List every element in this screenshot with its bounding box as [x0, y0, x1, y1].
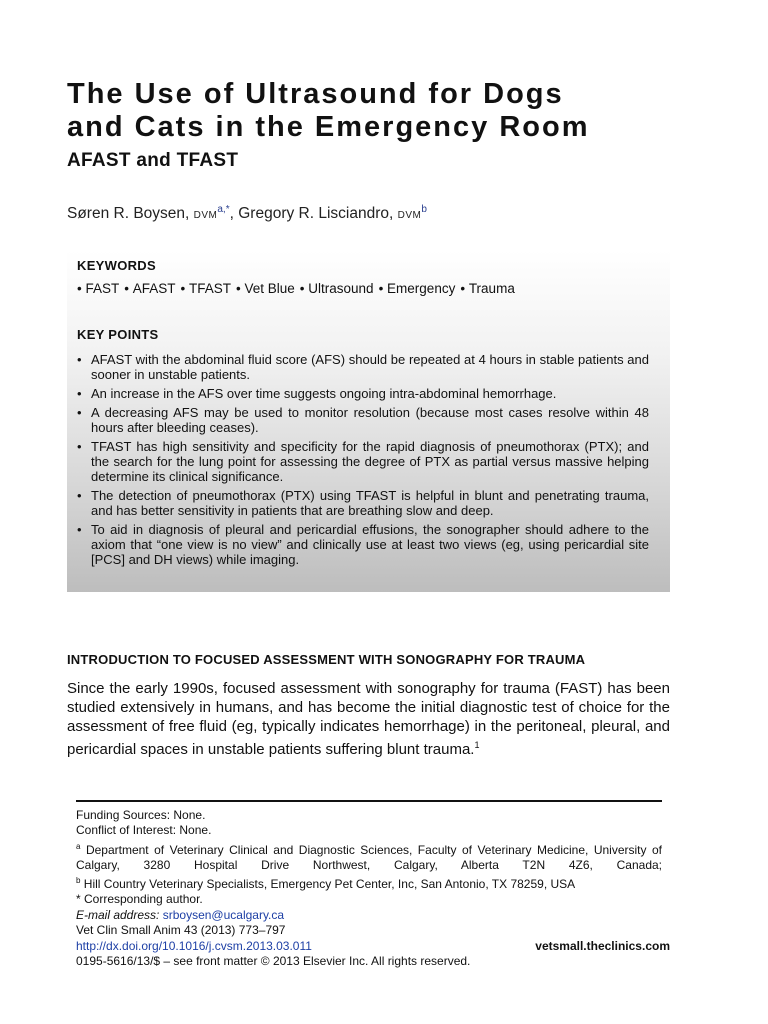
doi-link[interactable]: http://dx.doi.org/10.1016/j.cvsm.2013.03.011: [76, 938, 312, 953]
keyword-item: • Emergency: [379, 281, 456, 296]
section-heading: INTRODUCTION TO FOCUSED ASSESSMENT WITH SONOGRAPHY FOR TRAUMA: [67, 652, 586, 667]
author-2-affiliation-mark[interactable]: b: [421, 204, 427, 215]
key-point-text: TFAST has high sensitivity and specificity for the rapid diagnosis of pneumothorax (PTX); and the search for the lung point for assessing the degree of PTX as partial versus massive helping determine its clinical significance.: [91, 439, 649, 484]
email-line: [76, 908, 662, 923]
intro-paragraph: [67, 679, 670, 759]
author-1-affiliation-mark[interactable]: a,*: [217, 204, 230, 215]
key-point-item: [77, 522, 649, 567]
affiliation-a: [76, 839, 662, 874]
keyword-item: • Vet Blue: [236, 281, 295, 296]
email-link[interactable]: srboysen@ucalgary.ca: [162, 907, 285, 922]
keywords-list: [77, 281, 515, 296]
key-point-item: [77, 488, 649, 518]
keyword-item: • Ultrasound: [300, 281, 374, 296]
bullet-icon: •: [77, 386, 82, 401]
key-point-item: [77, 352, 649, 382]
author-line: Søren R. Boysen, $DVM^{a,*}$, Gregory R. Lisciandro, DVM$^b$: [67, 204, 427, 223]
journal-site[interactable]: vetsmall.theclinics.com: [535, 938, 670, 953]
title-line-2: and Cats in the Emergency Room: [67, 111, 590, 143]
key-point-item: [77, 405, 649, 435]
reference-mark[interactable]: 1: [474, 740, 480, 750]
affiliation-b-mark: b: [76, 876, 81, 886]
affiliation-a-text: Department of Veterinary Clinical and Diagnostic Sciences, Faculty of Veterinary Medicine, University of Calgary, 3280 Hospital Drive Northwest, Calgary, Alberta T2N 4Z6, Canada;: [76, 842, 662, 872]
keywords-keypoints-box: [67, 250, 670, 592]
key-point-text: A decreasing AFS may be used to monitor resolution (because most cases resolve within 48 hours after bleeding ceases).: [91, 405, 649, 435]
bullet-icon: •: [77, 488, 82, 503]
bullet-icon: •: [77, 352, 82, 367]
key-point-text: AFAST with the abdominal fluid score (AFS) should be repeated at 4 hours in stable patients and sooner in unstable patients.: [91, 352, 649, 382]
funding-note: Funding Sources: None.: [76, 808, 206, 822]
keywords-heading: KEYWORDS: [77, 258, 156, 273]
author-1-name: Søren R. Boysen,: [67, 205, 190, 223]
journal-citation: Vet Clin Small Anim 43 (2013) 773–797: [76, 923, 286, 937]
author-2-name: Gregory R. Lisciandro,: [238, 205, 394, 223]
footnotes: [76, 808, 662, 923]
keyword-item: • FAST: [77, 281, 119, 296]
article-title: [67, 78, 707, 144]
key-point-item: [77, 439, 649, 484]
email-label: E-mail address:: [76, 907, 160, 922]
corresponding-note: * Corresponding author.: [76, 892, 203, 907]
conflict-note: Conflict of Interest: None.: [76, 823, 212, 838]
key-points-list: [77, 352, 649, 571]
key-point-item: [77, 386, 649, 401]
title-line-1: The Use of Ultrasound for Dogs: [67, 78, 564, 110]
citation-block: [76, 923, 670, 970]
keyword-item: • Trauma: [460, 281, 515, 296]
copyright-line: 0195-5616/13/$ – see front matter © 2013 Elsevier Inc. All rights reserved.: [76, 954, 471, 968]
footnote-divider: [76, 800, 662, 802]
author-2-degree: DVM: [397, 210, 422, 222]
intro-text: Since the early 1990s, focused assessment with sonography for trauma (FAST) has been studied extensively in humans, and has become the initial diagnostic test of choice for the assessment of free fluid (eg, typically indicates hemorrhage) in the peritoneal, pleural, and pericardial spaces in unstable patients suffering blunt trauma.: [67, 680, 670, 758]
author-1-degree: DVM: [193, 210, 218, 222]
doi-row: [76, 939, 670, 955]
bullet-icon: •: [77, 522, 82, 537]
key-points-heading: KEY POINTS: [77, 327, 159, 342]
affiliation-a-mark: a: [76, 841, 81, 851]
bullet-icon: •: [77, 439, 82, 454]
affiliation-b-text: Hill Country Veterinary Specialists, Emergency Pet Center, Inc, San Antonio, TX 78259, USA: [83, 877, 576, 892]
keyword-item: • TFAST: [181, 281, 232, 296]
bullet-icon: •: [77, 405, 82, 420]
key-point-text: The detection of pneumothorax (PTX) using TFAST is helpful in blunt and penetrating trauma, and has better sensitivity in patients that are breathing slow and deep.: [91, 488, 649, 518]
keyword-item: • AFAST: [124, 281, 175, 296]
key-point-text: An increase in the AFS over time suggests ongoing intra-abdominal hemorrhage.: [91, 386, 557, 401]
key-point-text: To aid in diagnosis of pleural and pericardial effusions, the sonographer should adhere to the axiom that “one view is no view” and clinically use at least two views (eg, using pericardial site [PCS] and DH views) while imaging.: [91, 522, 649, 567]
article-subtitle: AFAST and TFAST: [67, 150, 239, 171]
affiliation-b: [76, 873, 662, 892]
